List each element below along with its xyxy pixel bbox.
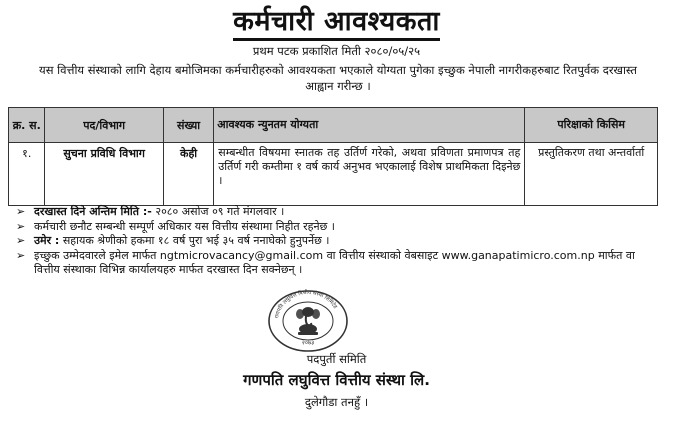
list-item bbox=[14, 234, 644, 249]
cell-post: सुचना प्रविधि विभाग bbox=[45, 143, 163, 206]
cell-sn: १. bbox=[9, 143, 45, 206]
ganesha-emblem-icon bbox=[296, 307, 320, 335]
header-sn: क्र. स. bbox=[9, 108, 45, 143]
deadline-value: २०८० असोज ०९ गते मंगलवार । bbox=[155, 205, 285, 218]
arrow-bullet-icon: ➢ bbox=[16, 234, 26, 247]
list-item bbox=[14, 220, 644, 235]
list-item bbox=[14, 249, 644, 278]
page-title bbox=[0, 6, 673, 41]
list-item bbox=[14, 205, 644, 220]
header-count: संख्या bbox=[163, 108, 213, 143]
cell-qualification: सम्बन्धीत विषयमा स्नातक तह उर्तिर्ण गरेको, अथवा प्रविणता प्रमाणपत्र तह उर्तिर्ण गरी कम्तीमा १ वर्ष कार्य अनुभव भएकालाई विशेष प्राथमिकता दिइनेछ । bbox=[214, 143, 525, 206]
age-label: उमेर : bbox=[34, 234, 60, 247]
vacancy-table bbox=[8, 107, 658, 206]
published-date: प्रथम पटक प्रकाशित मिती २०८०/०५/२५ bbox=[252, 44, 421, 58]
header-qualification: आवश्यक न्युनतम योग्यता bbox=[214, 108, 525, 143]
cell-count: केही bbox=[163, 143, 213, 206]
seal-ring-text: गणपति लघुवित्त वित्तीय संस्था लिमिटेड bbox=[274, 289, 338, 319]
table-row bbox=[9, 143, 658, 206]
intro-paragraph: यस वित्तीय संस्थाको लागि देहाय बमोजिमका कर्मचारीहरुको आवश्यकता भएकाले योग्यता पुगेका इच्छुक नेपाली नागरीकहरुबाट रितपुर्वक दरखास्त आह्वान गरीन्छ । bbox=[39, 63, 637, 93]
arrow-bullet-icon: ➢ bbox=[16, 205, 26, 218]
company-seal-icon bbox=[265, 288, 351, 352]
arrow-bullet-icon: ➢ bbox=[16, 248, 26, 262]
seal-year: २०७३ bbox=[301, 339, 315, 347]
cell-exam: प्रस्तुतिकरण तथा अन्तर्वार्ता bbox=[525, 143, 658, 206]
table-header-row bbox=[9, 108, 658, 143]
organization-name: गणपति लघुवित्त वित्तीय संस्था लि. bbox=[243, 371, 430, 389]
arrow-bullet-icon: ➢ bbox=[16, 219, 26, 233]
header-post: पद/विभाग bbox=[45, 108, 163, 143]
title-text: कर्मचारी आवश्यकता bbox=[233, 6, 440, 41]
committee-name: पदपुर्ती समिति bbox=[306, 352, 367, 366]
deadline-label: दरखास्त दिने अन्तिम मिति :- bbox=[34, 205, 152, 218]
authority-text: कर्मचारी छनौट सम्बन्धी सम्पूर्ण अधिकार यस वित्तीय संस्थामा निहीत रहनेछ । bbox=[34, 219, 335, 233]
organization-address: दुलेगौडा तनहुँ । bbox=[304, 395, 369, 409]
header-exam: परिक्षाको किसिम bbox=[525, 108, 658, 143]
apply-text: इच्छुक उम्मेदवारले इमेल मार्फत ngtmicrovacancy@gmail.com वा वित्तीय संस्थाको वेबसाइट www.ganapatimicro.com.np मार्फत वा वित्तीय संस्थाका विभिन्न कार्यालयहरु मार्फत दरखास्त दिन सक्नेछन् । bbox=[34, 248, 635, 276]
notes-list bbox=[14, 205, 644, 278]
age-value: सहायक श्रेणीको हकमा १८ वर्ष पुरा भई ३५ वर्ष ननाघेको हुनुपर्नेछ । bbox=[62, 234, 330, 247]
